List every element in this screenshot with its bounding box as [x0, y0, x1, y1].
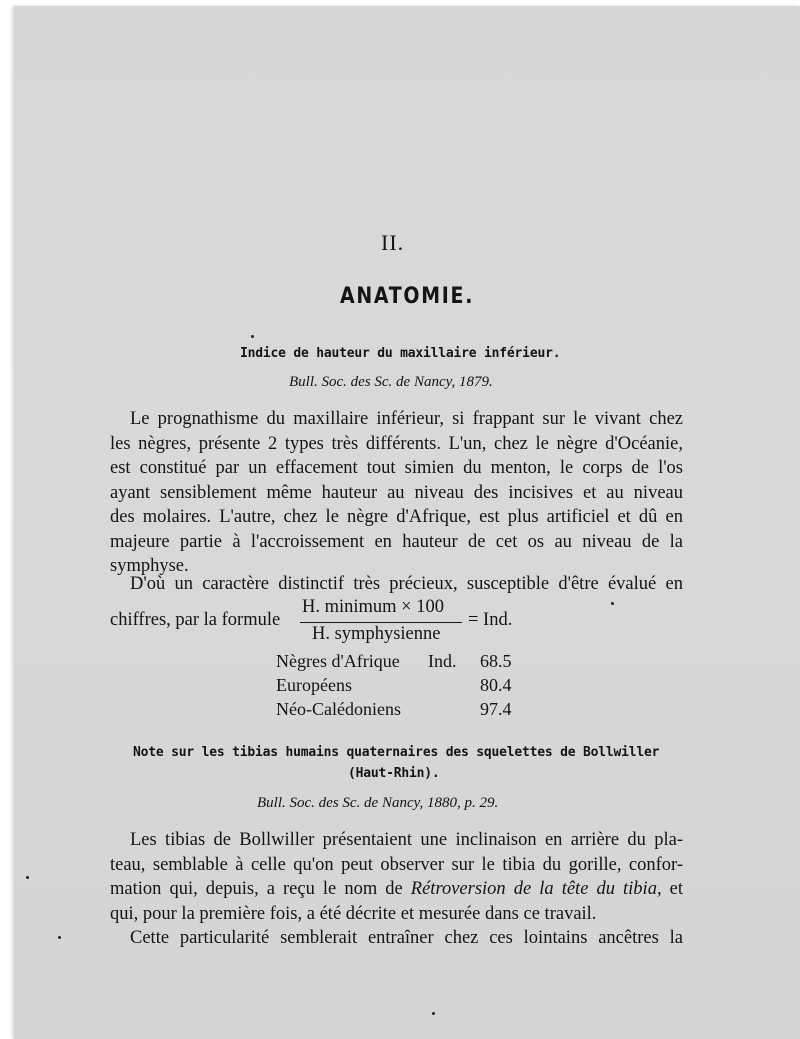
text-line: symphyse. — [110, 556, 189, 576]
paragraph-distinctive — [110, 572, 683, 597]
text-line: des molaires. L'autre, chez le nègre d'Afrique, est plus artificiel et dû en — [110, 507, 683, 527]
speck — [26, 876, 29, 879]
table-row — [276, 673, 512, 697]
formula-lead: chiffres, par la formule — [110, 610, 281, 630]
paragraph-prognathism — [110, 407, 683, 579]
indices-table — [276, 649, 512, 721]
text-line: est constitué par un effacement tout simien du menton, le corps de l'os — [110, 458, 683, 478]
speck — [58, 936, 61, 939]
value-cell: 97.4 — [480, 698, 512, 719]
group-cell: Européens — [276, 674, 352, 695]
article-title: Note sur les tibias humains quaternaires des squelettes de Bollwiller — [133, 745, 660, 760]
formula-numerator: H. minimum × 100 — [302, 597, 444, 617]
speck — [432, 1012, 435, 1015]
text-line: Le prognathisme du maxillaire inférieur, si frappant sur le vivant chez — [130, 409, 683, 429]
text-line: D'où un caractère distinctif très précieux, susceptible d'être évalué en — [130, 574, 683, 594]
article-title: Indice de hauteur du maxillaire inférieur. — [240, 346, 561, 361]
text-line: ayant sensiblement même hauteur au niveau des incisives et au niveau — [110, 482, 683, 503]
formula-denominator: H. symphysienne — [312, 624, 441, 644]
value-cell: 80.4 — [480, 674, 512, 695]
label-cell — [428, 673, 480, 697]
text-run: et — [661, 879, 683, 899]
section-number: II. — [381, 230, 405, 255]
text-line: majeure partie à l'accroissement en hauteur de cet os au niveau de la — [110, 531, 683, 552]
group-cell: Nègres d'Afrique — [276, 650, 400, 671]
group-cell: Néo-Calédoniens — [276, 698, 401, 719]
text-line: les nègres, présente 2 types très différents. L'un, chez le nègre d'Océanie, — [110, 433, 683, 454]
label-cell — [428, 697, 480, 721]
emphasis-term: Rétroversion de la tête du tibia, — [410, 879, 662, 899]
label-cell: Ind. — [428, 650, 457, 671]
article-reference: Bull. Soc. des Sc. de Nancy, 1879. — [289, 374, 493, 390]
article-title-continued: (Haut-Rhin). — [348, 766, 440, 781]
speck — [251, 335, 254, 338]
table-row — [276, 697, 512, 721]
section-title: ANATOMIE. — [340, 284, 475, 309]
text-run: mation qui, depuis, a reçu le nom de — [110, 879, 411, 899]
text-line: Les tibias de Bollwiller présentaient une inclinaison en arrière du pla- — [130, 830, 683, 850]
table-row — [276, 649, 512, 673]
text-line: Cette particularité semblerait entraîner chez ces lointains ancêtres la — [130, 928, 683, 948]
fraction-bar — [300, 622, 462, 623]
text-line: qui, pour la première fois, a été décrite et mesurée dans ce travail. — [110, 903, 597, 924]
value-cell: 68.5 — [480, 650, 512, 671]
article-reference: Bull. Soc. des Sc. de Nancy, 1880, p. 29. — [257, 795, 499, 811]
paragraph-tibias — [110, 828, 683, 951]
text-line — [110, 877, 683, 902]
text-line: teau, semblable à celle qu'on peut observer sur le tibia du gorille, confor- — [110, 854, 683, 875]
formula-result: = Ind. — [468, 610, 513, 630]
speck — [611, 602, 614, 605]
